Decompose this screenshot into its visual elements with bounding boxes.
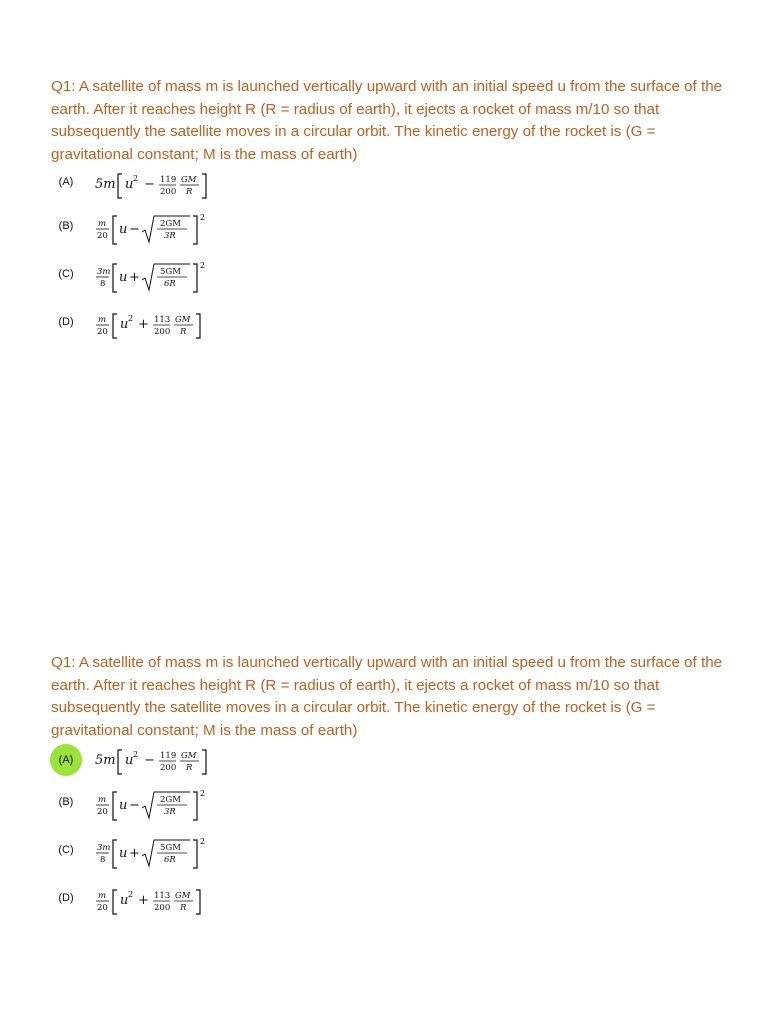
svg-text:2: 2 <box>200 261 206 270</box>
svg-text:20: 20 <box>97 807 108 817</box>
svg-text:2: 2 <box>200 837 206 846</box>
svg-text:20: 20 <box>97 231 108 241</box>
svg-text:119: 119 <box>160 175 177 185</box>
svg-text:u: u <box>125 177 134 192</box>
option-label: (D) <box>58 316 74 328</box>
svg-text:u: u <box>120 317 129 332</box>
svg-text:m: m <box>98 219 107 229</box>
svg-text:GM: GM <box>181 175 197 185</box>
svg-text:5m: 5m <box>95 753 116 768</box>
svg-text:5m: 5m <box>95 177 116 192</box>
option-label: (C) <box>58 268 74 280</box>
svg-text:m: m <box>98 795 107 805</box>
svg-text:GM: GM <box>175 891 191 901</box>
svg-text:20: 20 <box>97 903 108 913</box>
svg-text:+: + <box>129 270 140 285</box>
svg-text:8: 8 <box>100 855 106 865</box>
svg-text:u: u <box>119 222 128 237</box>
svg-text:GM: GM <box>181 751 197 761</box>
svg-text:R: R <box>186 763 193 773</box>
svg-text:200: 200 <box>160 187 177 197</box>
svg-text:R: R <box>186 187 193 197</box>
svg-text:+: + <box>138 893 149 908</box>
svg-text:6R: 6R <box>164 279 176 289</box>
svg-text:2: 2 <box>128 314 134 323</box>
svg-text:−: − <box>129 798 140 813</box>
svg-text:2: 2 <box>133 174 139 183</box>
option-label: (B) <box>58 796 74 808</box>
svg-text:2: 2 <box>200 789 206 798</box>
svg-text:R: R <box>180 903 187 913</box>
svg-text:200: 200 <box>160 763 177 773</box>
option-label: (B) <box>58 220 74 232</box>
svg-text:3R: 3R <box>164 807 176 817</box>
formula-a <box>94 744 274 784</box>
formula-a <box>94 168 274 208</box>
formula-b <box>94 788 274 828</box>
svg-text:5GM: 5GM <box>160 267 181 277</box>
svg-text:2: 2 <box>133 750 139 759</box>
svg-text:u: u <box>119 270 128 285</box>
svg-text:−: − <box>144 753 155 768</box>
option-label: (D) <box>58 892 74 904</box>
svg-text:u: u <box>119 798 128 813</box>
svg-text:u: u <box>119 846 128 861</box>
svg-text:2: 2 <box>128 890 134 899</box>
svg-text:2: 2 <box>200 213 206 222</box>
svg-text:119: 119 <box>160 751 177 761</box>
svg-text:5GM: 5GM <box>160 843 181 853</box>
svg-text:m: m <box>98 891 107 901</box>
svg-text:2GM: 2GM <box>160 219 181 229</box>
svg-text:3R: 3R <box>164 231 176 241</box>
svg-text:20: 20 <box>97 327 108 337</box>
question-text: Q1: A satellite of mass m is launched vertically upward with an initial speed u from the surface of the earth. After it reaches height R (R = radius of earth), it ejects a rocket of mass m/10 so that subsequently the satellite moves in a circular orbit. The kinetic energy of the rocket is (G = gravitational constant; M is the mass of earth) <box>51 78 723 163</box>
question-text: Q1: A satellite of mass m is launched vertically upward with an initial speed u from the surface of the earth. After it reaches height R (R = radius of earth), it ejects a rocket of mass m/10 so that subsequently the satellite moves in a circular orbit. The kinetic energy of the rocket is (G = gravitational constant; M is the mass of earth) <box>51 654 723 739</box>
option-label: (A) <box>58 176 74 188</box>
svg-text:+: + <box>129 846 140 861</box>
option-label-selected: (A) <box>50 744 82 776</box>
svg-text:R: R <box>180 327 187 337</box>
svg-text:113: 113 <box>154 315 171 325</box>
svg-text:3m: 3m <box>97 267 111 277</box>
svg-text:−: − <box>144 177 155 192</box>
svg-text:GM: GM <box>175 315 191 325</box>
svg-text:u: u <box>120 893 129 908</box>
svg-text:200: 200 <box>154 903 171 913</box>
formula-c <box>94 836 274 876</box>
svg-text:2GM: 2GM <box>160 795 181 805</box>
svg-text:3m: 3m <box>97 843 111 853</box>
svg-text:200: 200 <box>154 327 171 337</box>
svg-text:+: + <box>138 317 149 332</box>
svg-text:u: u <box>125 753 134 768</box>
svg-text:m: m <box>98 315 107 325</box>
option-label: (C) <box>58 844 74 856</box>
formula-d <box>94 884 274 924</box>
svg-text:6R: 6R <box>164 855 176 865</box>
svg-text:8: 8 <box>100 279 106 289</box>
formula-c <box>94 260 274 300</box>
formula-b <box>94 212 274 252</box>
svg-text:113: 113 <box>154 891 171 901</box>
svg-text:−: − <box>129 222 140 237</box>
formula-d <box>94 308 274 348</box>
